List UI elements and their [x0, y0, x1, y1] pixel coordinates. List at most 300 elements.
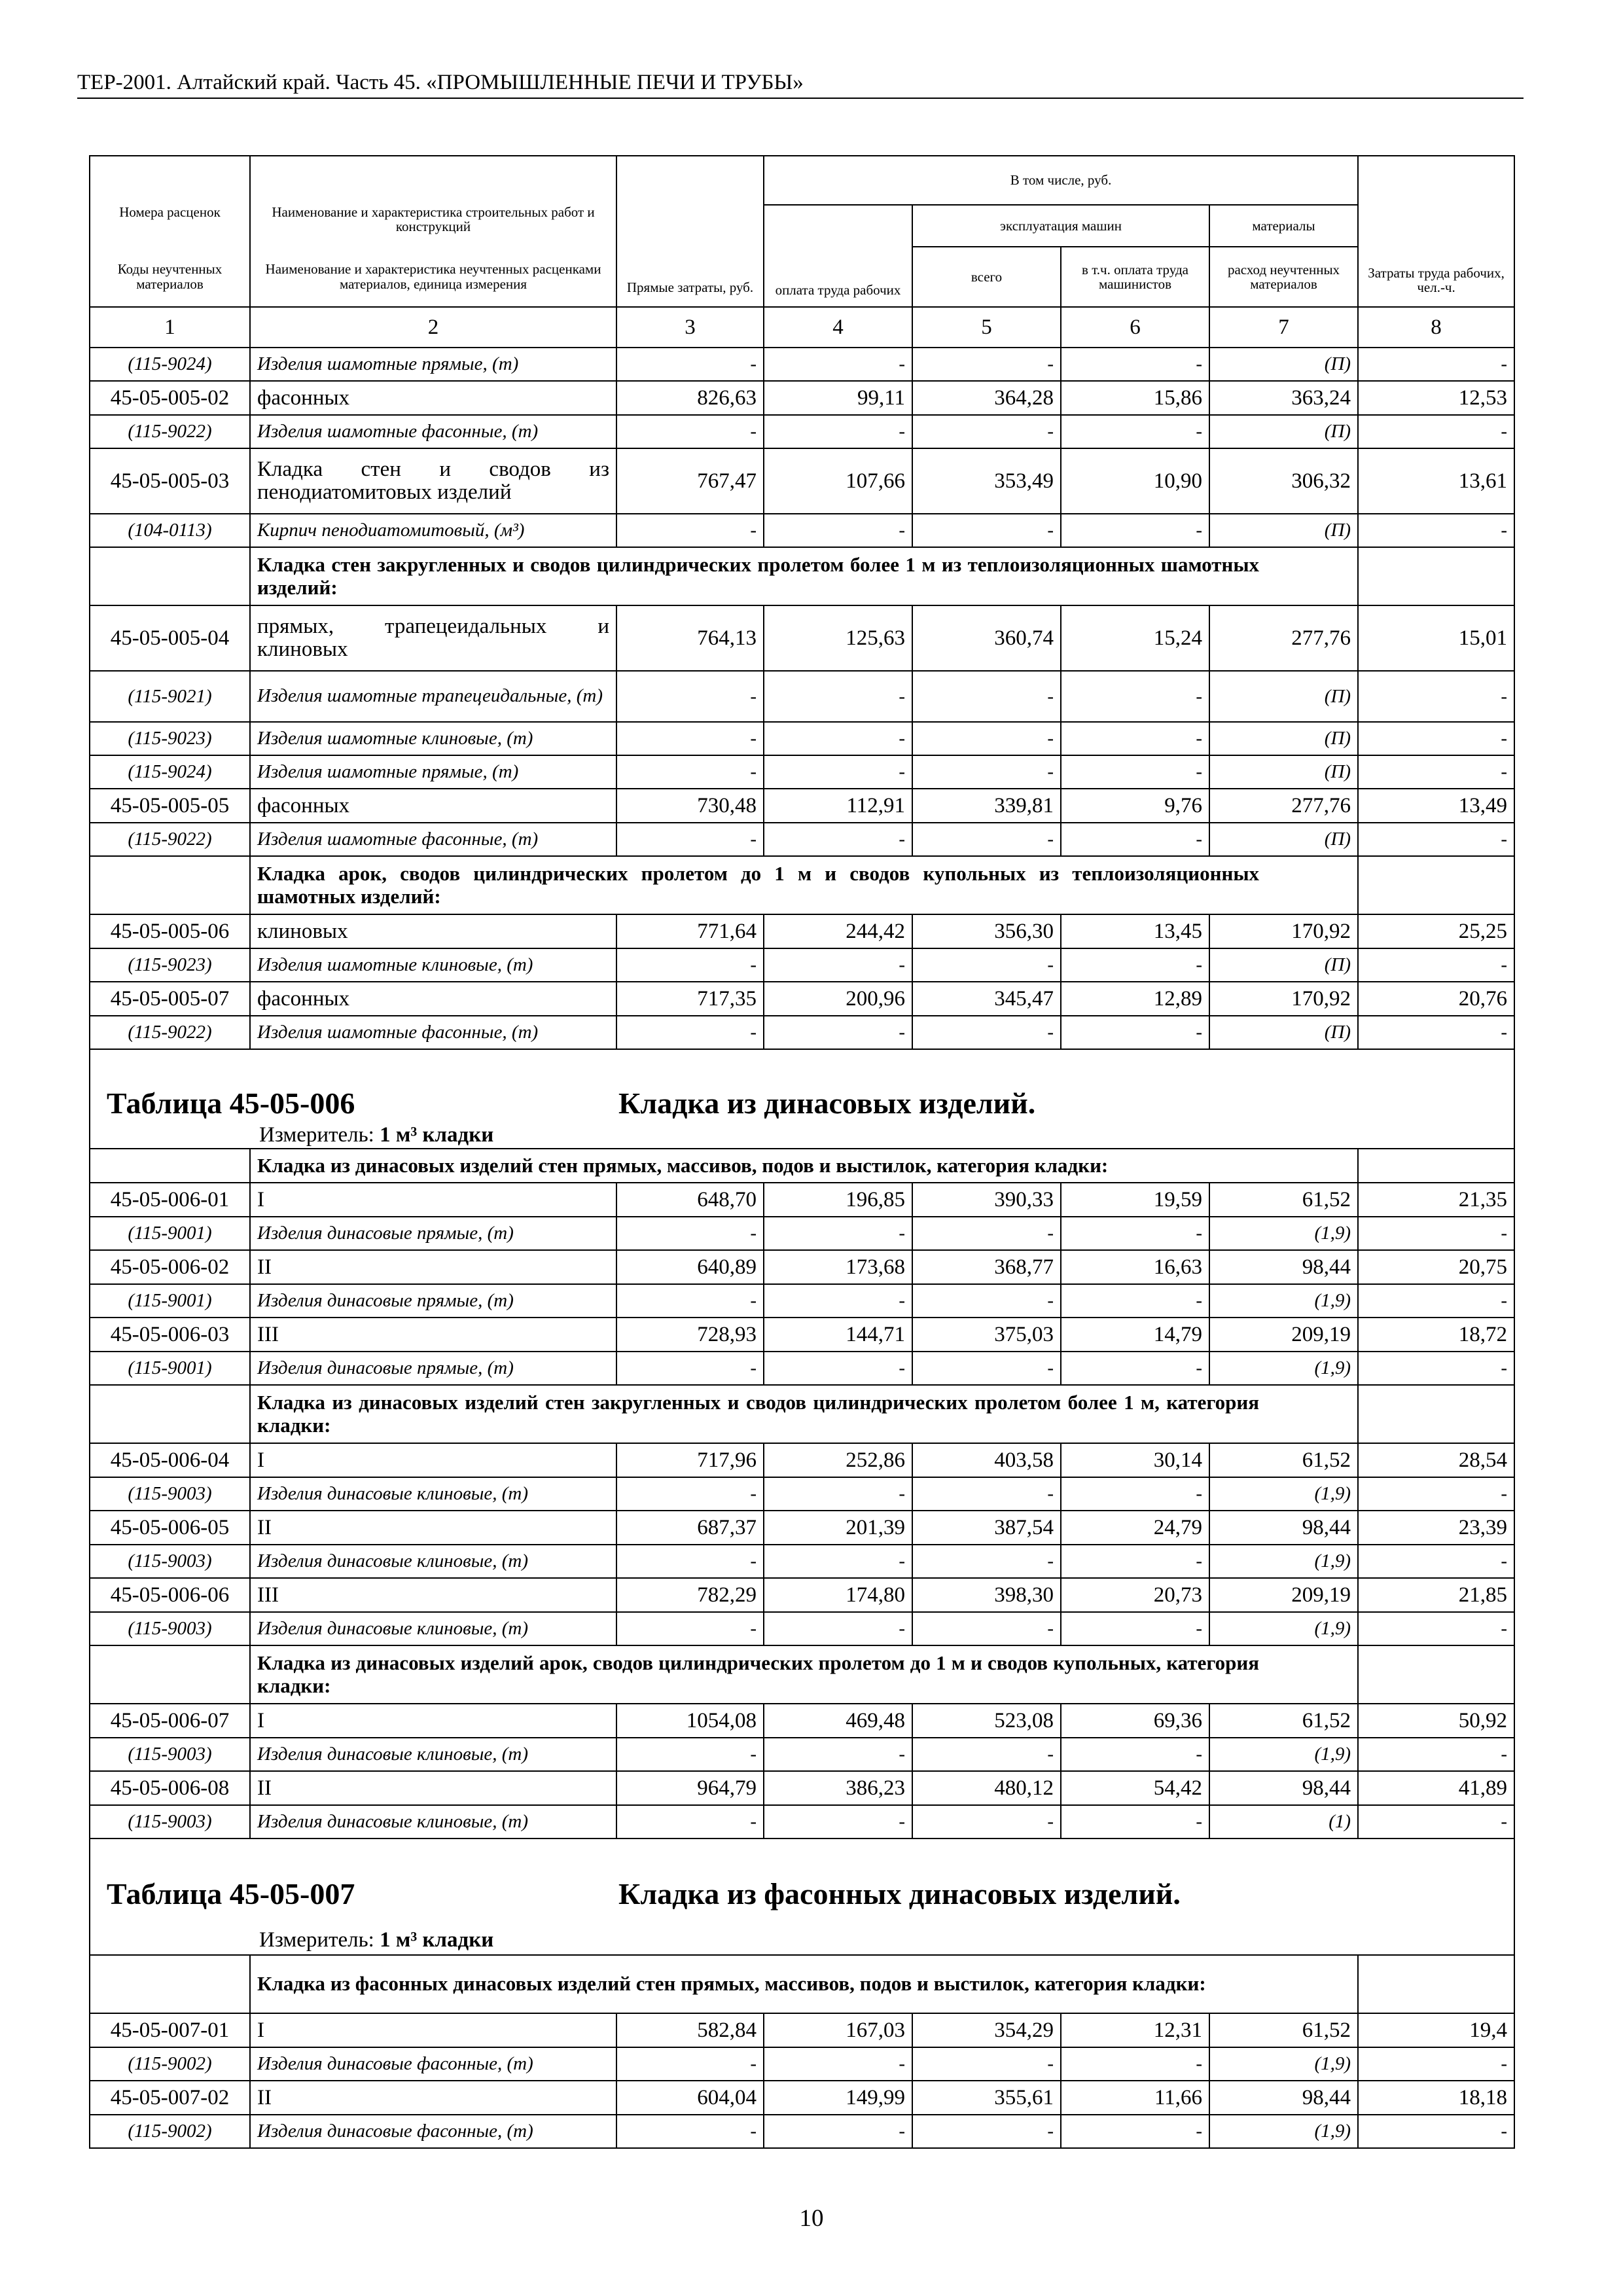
operators-pay: 16,63: [1061, 1250, 1209, 1284]
material-row: [90, 1612, 1514, 1645]
machines-total: 480,12: [912, 1771, 1061, 1805]
machines-total: -: [912, 415, 1061, 448]
labor-hours: -: [1358, 948, 1514, 982]
direct-cost: -: [616, 514, 764, 547]
labor-pay: -: [764, 1284, 912, 1318]
materials-cost: (1,9): [1209, 1477, 1358, 1511]
section-code-empty: [90, 1149, 250, 1183]
section-code-empty: [90, 1385, 250, 1443]
rate-code: 45-05-005-04: [90, 605, 250, 671]
section-row: [90, 547, 1514, 605]
table-number: Таблица 45-05-007: [107, 1877, 355, 1910]
labor-hours: 21,35: [1358, 1183, 1514, 1217]
material-name: Изделия шамотные клиновые, (т): [250, 948, 616, 982]
machines-total: 368,77: [912, 1250, 1061, 1284]
material-row: [90, 1477, 1514, 1511]
operators-pay: -: [1061, 514, 1209, 547]
materials-cost: (П): [1209, 948, 1358, 982]
material-code: (115-9002): [90, 2047, 250, 2081]
rate-row: [90, 381, 1514, 415]
material-code: (115-9003): [90, 1545, 250, 1578]
material-code: (115-9003): [90, 1612, 250, 1645]
price-table: [89, 155, 1515, 2149]
material-name: Изделия динасовые прямые, (т): [250, 1217, 616, 1250]
column-number: 5: [912, 307, 1061, 348]
machines-total: -: [912, 1016, 1061, 1049]
labor-hours: 12,53: [1358, 381, 1514, 415]
direct-cost: 717,35: [616, 982, 764, 1016]
header-operators-pay: в т.ч. оплата труда машинистов: [1061, 247, 1209, 307]
operators-pay: -: [1061, 823, 1209, 856]
materials-cost: (1,9): [1209, 1545, 1358, 1578]
rate-code: 45-05-006-02: [90, 1250, 250, 1284]
rate-code: 45-05-005-07: [90, 982, 250, 1016]
labor-pay: 244,42: [764, 914, 912, 948]
labor-pay: -: [764, 755, 912, 789]
direct-cost: 782,29: [616, 1578, 764, 1612]
material-row: [90, 1016, 1514, 1049]
materials-cost: (1,9): [1209, 1352, 1358, 1385]
column-number: 1: [90, 307, 250, 348]
direct-cost: -: [616, 1805, 764, 1839]
labor-hours: -: [1358, 1477, 1514, 1511]
material-name: Изделия шамотные фасонные, (т): [250, 415, 616, 448]
machines-total: -: [912, 722, 1061, 755]
direct-cost: 730,48: [616, 789, 764, 823]
section-title: Кладка из динасовых изделий стен прямых, массивов, подов и выстилок, категория кладки:: [250, 1149, 1358, 1183]
materials-cost: (П): [1209, 348, 1358, 381]
machines-total: -: [912, 755, 1061, 789]
header-direct-costs: Прямые затраты, руб.: [616, 156, 764, 307]
work-name: клиновых: [250, 914, 616, 948]
direct-cost: 771,64: [616, 914, 764, 948]
rate-row: [90, 1183, 1514, 1217]
rate-code: 45-05-005-02: [90, 381, 250, 415]
rate-row: [90, 982, 1514, 1016]
materials-cost: (П): [1209, 823, 1358, 856]
material-row: [90, 823, 1514, 856]
machines-total: 375,03: [912, 1318, 1061, 1352]
material-name: Изделия динасовые фасонные, (т): [250, 2047, 616, 2081]
material-name: Изделия динасовые клиновые, (т): [250, 1738, 616, 1771]
labor-hours: 25,25: [1358, 914, 1514, 948]
machines-total: -: [912, 823, 1061, 856]
material-code: (115-9003): [90, 1738, 250, 1771]
section-code-empty: [90, 547, 250, 605]
labor-pay: -: [764, 1805, 912, 1839]
labor-pay: 173,68: [764, 1250, 912, 1284]
labor-hours: 20,75: [1358, 1250, 1514, 1284]
operators-pay: -: [1061, 1016, 1209, 1049]
materials-cost: 98,44: [1209, 2081, 1358, 2115]
machines-total: 398,30: [912, 1578, 1061, 1612]
material-code: (115-9002): [90, 2115, 250, 2148]
operators-pay: -: [1061, 1284, 1209, 1318]
operators-pay: 10,90: [1061, 448, 1209, 514]
header-material-names: Наименование и характеристика неучтенных расценками материалов, единица измерения: [250, 247, 616, 307]
direct-cost: 826,63: [616, 381, 764, 415]
header-labor-cost: Затраты труда рабочих, чел.-ч.: [1358, 156, 1514, 307]
material-row: [90, 415, 1514, 448]
direct-cost: -: [616, 1217, 764, 1250]
material-code: (115-9003): [90, 1805, 250, 1839]
operators-pay: 69,36: [1061, 1704, 1209, 1738]
materials-cost: 363,24: [1209, 381, 1358, 415]
labor-pay: -: [764, 1352, 912, 1385]
rate-row: [90, 1771, 1514, 1805]
materials-cost: 61,52: [1209, 1183, 1358, 1217]
direct-cost: -: [616, 722, 764, 755]
materials-cost: 98,44: [1209, 1511, 1358, 1545]
material-name: Изделия динасовые клиновые, (т): [250, 1612, 616, 1645]
material-name: Изделия динасовые прямые, (т): [250, 1284, 616, 1318]
material-row: [90, 2115, 1514, 2148]
header-name-top-empty: [250, 156, 616, 205]
labor-pay: -: [764, 2115, 912, 2148]
section-row: [90, 1149, 1514, 1183]
direct-cost: 728,93: [616, 1318, 764, 1352]
direct-cost: 648,70: [616, 1183, 764, 1217]
labor-hours: -: [1358, 722, 1514, 755]
operators-pay: 30,14: [1061, 1443, 1209, 1477]
rate-row: [90, 1511, 1514, 1545]
operators-pay: 24,79: [1061, 1511, 1209, 1545]
operators-pay: 15,24: [1061, 605, 1209, 671]
unit-value: 1 м³ кладки: [380, 1123, 494, 1147]
operators-pay: -: [1061, 415, 1209, 448]
direct-cost: -: [616, 415, 764, 448]
labor-hours: -: [1358, 1545, 1514, 1578]
machines-total: 354,29: [912, 2013, 1061, 2047]
material-code: (104-0113): [90, 514, 250, 547]
materials-cost: 170,92: [1209, 914, 1358, 948]
rate-code: 45-05-005-05: [90, 789, 250, 823]
rate-row: [90, 2013, 1514, 2047]
labor-hours: 23,39: [1358, 1511, 1514, 1545]
material-code: (115-9001): [90, 1284, 250, 1318]
work-name: I: [250, 2013, 616, 2047]
work-name: II: [250, 1771, 616, 1805]
work-name: II: [250, 1511, 616, 1545]
rate-code: 45-05-005-06: [90, 914, 250, 948]
direct-cost: -: [616, 1016, 764, 1049]
rate-code: 45-05-006-05: [90, 1511, 250, 1545]
material-code: (115-9001): [90, 1217, 250, 1250]
labor-hours: 21,85: [1358, 1578, 1514, 1612]
material-row: [90, 1284, 1514, 1318]
machines-total: 403,58: [912, 1443, 1061, 1477]
section-row: [90, 856, 1514, 914]
materials-cost: 170,92: [1209, 982, 1358, 1016]
labor-pay: 112,91: [764, 789, 912, 823]
rate-code: 45-05-006-04: [90, 1443, 250, 1477]
material-name: Изделия шамотные трапецеидальные, (т): [250, 671, 616, 722]
unit-value: 1 м³ кладки: [380, 1928, 494, 1952]
labor-pay: 200,96: [764, 982, 912, 1016]
rate-code: 45-05-006-08: [90, 1771, 250, 1805]
direct-cost: 1054,08: [616, 1704, 764, 1738]
work-name: III: [250, 1578, 616, 1612]
header-rate-numbers: Номера расценок: [90, 205, 250, 247]
operators-pay: -: [1061, 2047, 1209, 2081]
rate-row: [90, 1704, 1514, 1738]
material-name: Изделия динасовые клиновые, (т): [250, 1477, 616, 1511]
direct-cost: 764,13: [616, 605, 764, 671]
labor-hours: 20,76: [1358, 982, 1514, 1016]
labor-hours: -: [1358, 1738, 1514, 1771]
rate-code: 45-05-006-07: [90, 1704, 250, 1738]
machines-total: -: [912, 1805, 1061, 1839]
machines-total: 390,33: [912, 1183, 1061, 1217]
material-name: Изделия динасовые клиновые, (т): [250, 1805, 616, 1839]
machines-total: -: [912, 1284, 1061, 1318]
section-code-empty: [90, 1645, 250, 1704]
operators-pay: 15,86: [1061, 381, 1209, 415]
material-code: (115-9024): [90, 348, 250, 381]
direct-cost: -: [616, 948, 764, 982]
header-work-names: Наименование и характеристика строительных работ и конструкций: [250, 205, 616, 247]
material-code: (115-9001): [90, 1352, 250, 1385]
work-name: I: [250, 1704, 616, 1738]
work-name: II: [250, 1250, 616, 1284]
labor-hours: -: [1358, 2115, 1514, 2148]
materials-cost: (1,9): [1209, 1612, 1358, 1645]
work-name: прямых, трапецеидальных и клиновых: [250, 605, 616, 671]
direct-cost: -: [616, 348, 764, 381]
labor-hours: 50,92: [1358, 1704, 1514, 1738]
material-row: [90, 755, 1514, 789]
materials-cost: 61,52: [1209, 1443, 1358, 1477]
materials-cost: 277,76: [1209, 789, 1358, 823]
labor-pay: 149,99: [764, 2081, 912, 2115]
direct-cost: 604,04: [616, 2081, 764, 2115]
labor-pay: -: [764, 514, 912, 547]
material-code: (115-9022): [90, 823, 250, 856]
operators-pay: 14,79: [1061, 1318, 1209, 1352]
operators-pay: 54,42: [1061, 1771, 1209, 1805]
operators-pay: -: [1061, 948, 1209, 982]
section-code-empty: [90, 856, 250, 914]
operators-pay: 12,89: [1061, 982, 1209, 1016]
operators-pay: -: [1061, 671, 1209, 722]
header-materials: материалы: [1209, 205, 1358, 247]
material-name: Изделия шамотные прямые, (т): [250, 348, 616, 381]
table-unit: [259, 1123, 493, 1147]
labor-hours: -: [1358, 2047, 1514, 2081]
material-name: Кирпич пенодиатомитовый, (м³): [250, 514, 616, 547]
machines-total: -: [912, 1545, 1061, 1578]
labor-hours: -: [1358, 1284, 1514, 1318]
column-number: 7: [1209, 307, 1358, 348]
materials-cost: 209,19: [1209, 1578, 1358, 1612]
section-empty: [1358, 856, 1514, 914]
material-code: (115-9022): [90, 1016, 250, 1049]
column-number: 8: [1358, 307, 1514, 348]
materials-cost: (П): [1209, 514, 1358, 547]
section-title: Кладка стен закругленных и сводов цилиндрических пролетом более 1 м из теплоизоляционных шамотных изделий:: [250, 547, 1358, 605]
material-row: [90, 348, 1514, 381]
machines-total: -: [912, 1217, 1061, 1250]
material-name: Изделия динасовые клиновые, (т): [250, 1545, 616, 1578]
labor-hours: -: [1358, 1217, 1514, 1250]
labor-hours: -: [1358, 1805, 1514, 1839]
materials-cost: 306,32: [1209, 448, 1358, 514]
rate-row: [90, 914, 1514, 948]
material-code: (115-9021): [90, 671, 250, 722]
labor-pay: -: [764, 1612, 912, 1645]
labor-hours: 19,4: [1358, 2013, 1514, 2047]
material-row: [90, 1352, 1514, 1385]
rate-code: 45-05-007-02: [90, 2081, 250, 2115]
table-body: [90, 307, 1514, 2148]
materials-cost: (П): [1209, 755, 1358, 789]
labor-pay: 167,03: [764, 2013, 912, 2047]
material-code: (115-9003): [90, 1477, 250, 1511]
header-codes-top-empty: [90, 156, 250, 205]
rate-row: [90, 2081, 1514, 2115]
material-name: Изделия шамотные фасонные, (т): [250, 823, 616, 856]
header-machines-total: всего: [912, 247, 1061, 307]
rate-code: 45-05-006-01: [90, 1183, 250, 1217]
operators-pay: -: [1061, 1545, 1209, 1578]
section-empty: [1358, 547, 1514, 605]
labor-pay: -: [764, 1217, 912, 1250]
labor-hours: -: [1358, 1352, 1514, 1385]
rate-row: [90, 1578, 1514, 1612]
labor-pay: -: [764, 415, 912, 448]
labor-pay: 174,80: [764, 1578, 912, 1612]
column-number: 4: [764, 307, 912, 348]
machines-total: 345,47: [912, 982, 1061, 1016]
material-row: [90, 1805, 1514, 1839]
materials-cost: (П): [1209, 722, 1358, 755]
direct-cost: -: [616, 1738, 764, 1771]
machines-total: -: [912, 1352, 1061, 1385]
direct-cost: -: [616, 1545, 764, 1578]
labor-hours: 13,49: [1358, 789, 1514, 823]
section-empty: [1358, 1645, 1514, 1704]
material-row: [90, 2047, 1514, 2081]
table-title: Кладка из фасонных динасовых изделий.: [618, 1877, 1181, 1910]
materials-cost: (1,9): [1209, 2115, 1358, 2148]
direct-cost: -: [616, 2115, 764, 2148]
table-title: Кладка из динасовых изделий.: [618, 1086, 1036, 1120]
labor-pay: -: [764, 2047, 912, 2081]
material-row: [90, 514, 1514, 547]
material-row: [90, 722, 1514, 755]
material-code: (115-9023): [90, 948, 250, 982]
header-unaccounted-materials: расход неучтенных материалов: [1209, 247, 1358, 307]
material-row: [90, 948, 1514, 982]
operators-pay: -: [1061, 348, 1209, 381]
rate-code: 45-05-006-06: [90, 1578, 250, 1612]
section-code-empty: [90, 1955, 250, 2013]
header-incl: В том числе, руб.: [764, 156, 1358, 205]
labor-hours: 41,89: [1358, 1771, 1514, 1805]
labor-pay: -: [764, 1016, 912, 1049]
materials-cost: 98,44: [1209, 1771, 1358, 1805]
materials-cost: 98,44: [1209, 1250, 1358, 1284]
machines-total: -: [912, 671, 1061, 722]
unit-label: Измеритель:: [259, 1123, 374, 1147]
machines-total: -: [912, 948, 1061, 982]
material-row: [90, 671, 1514, 722]
section-row: [90, 1955, 1514, 2013]
machines-total: 339,81: [912, 789, 1061, 823]
materials-cost: (П): [1209, 671, 1358, 722]
labor-pay: 107,66: [764, 448, 912, 514]
labor-pay: 99,11: [764, 381, 912, 415]
labor-pay: 144,71: [764, 1318, 912, 1352]
column-number: 2: [250, 307, 616, 348]
operators-pay: -: [1061, 1477, 1209, 1511]
work-name: Кладка стен и сводов из пенодиатомитовых изделий: [250, 448, 616, 514]
work-name: фасонных: [250, 789, 616, 823]
section-title: Кладка из фасонных динасовых изделий стен прямых, массивов, подов и выстилок, категория кладки:: [250, 1955, 1358, 2013]
labor-pay: 196,85: [764, 1183, 912, 1217]
work-name: I: [250, 1183, 616, 1217]
labor-pay: -: [764, 823, 912, 856]
table-title-row: [90, 1839, 1514, 1955]
labor-hours: 18,18: [1358, 2081, 1514, 2115]
labor-hours: -: [1358, 1016, 1514, 1049]
machines-total: 360,74: [912, 605, 1061, 671]
materials-cost: 61,52: [1209, 1704, 1358, 1738]
rate-row: [90, 448, 1514, 514]
labor-pay: 125,63: [764, 605, 912, 671]
operators-pay: 13,45: [1061, 914, 1209, 948]
header-material-codes: Коды неучтенных материалов: [90, 247, 250, 307]
operators-pay: 19,59: [1061, 1183, 1209, 1217]
header-labor: оплата труда рабочих: [764, 205, 912, 307]
labor-pay: -: [764, 1738, 912, 1771]
machines-total: 353,49: [912, 448, 1061, 514]
direct-cost: -: [616, 671, 764, 722]
material-code: (115-9024): [90, 755, 250, 789]
direct-cost: 717,96: [616, 1443, 764, 1477]
labor-pay: -: [764, 348, 912, 381]
material-name: Изделия шамотные клиновые, (т): [250, 722, 616, 755]
materials-cost: (1): [1209, 1805, 1358, 1839]
labor-pay: -: [764, 1545, 912, 1578]
operators-pay: -: [1061, 1738, 1209, 1771]
section-row: [90, 1385, 1514, 1443]
labor-hours: -: [1358, 823, 1514, 856]
direct-cost: -: [616, 755, 764, 789]
material-row: [90, 1545, 1514, 1578]
section-title: Кладка из динасовых изделий арок, сводов цилиндрических пролетом до 1 м и сводов купольных, категория кладки:: [250, 1645, 1358, 1704]
machines-total: 523,08: [912, 1704, 1061, 1738]
rate-row: [90, 1443, 1514, 1477]
direct-cost: 687,37: [616, 1511, 764, 1545]
labor-hours: -: [1358, 415, 1514, 448]
materials-cost: (1,9): [1209, 1738, 1358, 1771]
labor-hours: 13,61: [1358, 448, 1514, 514]
material-code: (115-9023): [90, 722, 250, 755]
material-code: (115-9022): [90, 415, 250, 448]
materials-cost: 61,52: [1209, 2013, 1358, 2047]
materials-cost: (1,9): [1209, 1284, 1358, 1318]
rate-row: [90, 605, 1514, 671]
labor-pay: 386,23: [764, 1771, 912, 1805]
operators-pay: 9,76: [1061, 789, 1209, 823]
material-row: [90, 1217, 1514, 1250]
machines-total: 356,30: [912, 914, 1061, 948]
rate-code: 45-05-005-03: [90, 448, 250, 514]
rate-row: [90, 1318, 1514, 1352]
materials-cost: 209,19: [1209, 1318, 1358, 1352]
direct-cost: 767,47: [616, 448, 764, 514]
